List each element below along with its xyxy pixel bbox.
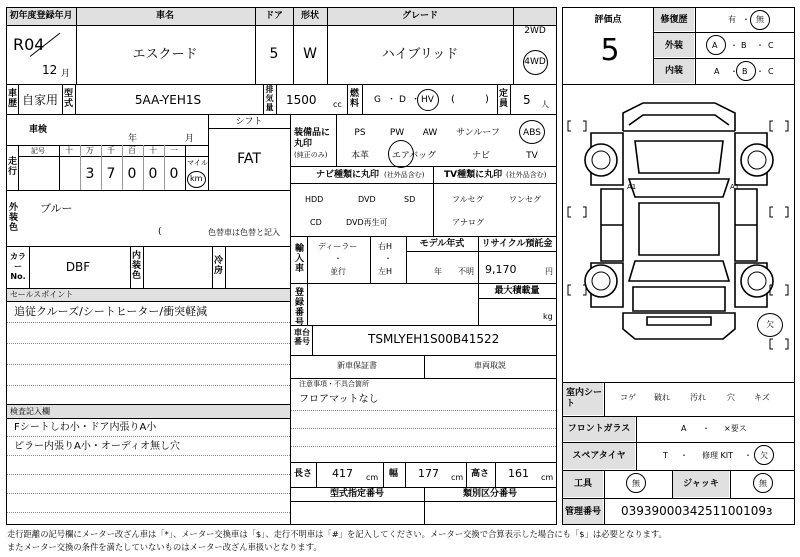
navi-dvd-play: DVD再生可 <box>346 218 388 227</box>
equip-sunroof: サンルーフ <box>456 128 500 138</box>
mgmt-value: 0393900034251100109з <box>621 504 773 518</box>
car-name-label: 車名 <box>155 11 175 21</box>
import-dot: ・ <box>334 254 342 263</box>
usage-label: 車歴 <box>7 89 17 109</box>
sales-point-text: 追従クルーズ/シートヒーター/衝突軽減 <box>14 305 208 318</box>
color-no-value: DBF <box>65 260 91 274</box>
fuel-g: G <box>374 95 381 105</box>
caution-label: 注意事項・不具合箇所 <box>299 380 369 388</box>
repair-no: 無 <box>756 15 764 24</box>
repair-history-label: 修復歴 <box>660 15 688 25</box>
exterior-b: B <box>741 41 747 50</box>
interior-dot1: ・ <box>730 67 738 76</box>
diagram-scratch: 欠 <box>766 320 774 329</box>
color-note: 色替車は色替と記入 <box>208 228 280 237</box>
spare-dot2: ・ <box>744 451 752 460</box>
equip-pw: PW <box>389 128 405 138</box>
jack-label: ジャッキ <box>683 479 719 489</box>
mileage-col-6: 一 <box>170 146 178 155</box>
model-year-unknown: 不明 <box>458 267 474 276</box>
warranty-label: 新車保証書 <box>337 361 377 370</box>
inspection-month-unit: 月 <box>185 134 195 144</box>
mileage-digit-5: 0 <box>169 166 179 182</box>
navi-hdd: HDD <box>305 195 324 204</box>
footer-line1: 走行距離の記号欄にメーター改ざん車は「*」、メーター交換車は「$」、走行不明車は「#」を記入してください。メーター交換で合算表示した場合にも「$」は必要となります。 <box>7 529 667 539</box>
inspector-notes-line2: ピラー内張りA小・オーディオ無し穴 <box>14 441 181 452</box>
rating-label: 評価点 <box>594 15 622 25</box>
navi-label: ナビ種類に丸印 <box>316 170 380 180</box>
type-designation-label: 型式指定番号 <box>329 489 385 499</box>
mileage-col-1: 十 <box>65 146 73 155</box>
ac-label: 冷房 <box>213 256 223 276</box>
inspector-notes-line1: Fシートしわ小・ドア内張りA小 <box>14 422 157 433</box>
recycle-value: 9,170 <box>485 263 517 276</box>
dim-hgt-unit: cm <box>541 473 554 482</box>
spare-label: スペアタイヤ <box>572 451 626 461</box>
mileage-digit-1: 3 <box>85 166 95 182</box>
equip-airbag: エアバッグ <box>391 151 437 161</box>
car-damage-diagram <box>563 85 795 382</box>
tools-value: 無 <box>632 479 640 488</box>
car-name-value: エスクード <box>132 47 198 62</box>
shift-label: シフト <box>235 117 263 127</box>
dim-hgt-label: 高さ <box>471 469 490 479</box>
rating-value: 5 <box>600 33 620 68</box>
fuel-label: 燃料 <box>349 89 359 109</box>
repair-dot: ・ <box>742 15 750 24</box>
equip-ps: PS <box>354 128 366 138</box>
mgmt-label: 管理番号 <box>564 507 602 517</box>
dim-wid-value: 177 <box>418 467 439 480</box>
tv-oneseg: ワンセグ <box>509 195 541 204</box>
drive-4wd: 4WD <box>524 57 546 67</box>
spare-dot: ・ <box>680 451 688 460</box>
navi-sd: SD <box>404 195 416 204</box>
inspection-year-unit: 年 <box>128 134 138 144</box>
dim-wid-unit: cm <box>451 473 464 482</box>
mileage-col-2: 万 <box>86 146 94 155</box>
mid-divider <box>290 114 291 525</box>
exterior-c: C <box>768 41 774 50</box>
fuel-dot2: ・ <box>411 95 421 105</box>
tv-sub: (社外品含む) <box>506 171 547 179</box>
glass-needs: ×要ス <box>724 424 747 433</box>
shape-label: 形状 <box>300 11 320 21</box>
mileage-digit-2: 7 <box>106 166 116 182</box>
footer-line2: またメーター交換の条件を満たしていないものはメーター改ざん車扱いとなります。 <box>7 542 322 552</box>
color-value: ブルー <box>40 202 73 215</box>
capacity-unit: 人 <box>541 100 549 109</box>
exterior-a: A <box>712 41 718 50</box>
grade-value: ハイブリッド <box>381 47 459 62</box>
equip-abs: ABS <box>523 128 541 138</box>
color-label: 外装色 <box>8 203 18 233</box>
equipment-sub: (純正のみ) <box>294 151 328 159</box>
shift-value: FAT <box>237 151 261 167</box>
mileage-label: 走行 <box>7 157 17 177</box>
model-label: 型式 <box>63 89 73 109</box>
equip-aw: AW <box>422 128 438 138</box>
displacement-unit: cc <box>333 100 342 109</box>
interior-dot2: ・ <box>756 67 764 76</box>
import-left: 左H <box>378 267 393 276</box>
tv-analog: アナログ <box>452 218 484 227</box>
jack-value: 無 <box>759 479 767 488</box>
fuel-dot1: ・ <box>387 95 397 105</box>
dim-len-unit: cm <box>366 473 379 482</box>
interior-label: 内装 <box>664 66 684 76</box>
navi-cd: CD <box>310 218 322 227</box>
year-era: R04 <box>13 35 45 54</box>
navi-sub: (社外品含む) <box>384 171 425 179</box>
interior-color-label: 内装色 <box>131 251 141 281</box>
inspection-label: 車検 <box>28 125 48 135</box>
dim-hgt-value: 161 <box>508 467 529 480</box>
spare-kit: 修理 KIT <box>702 451 734 460</box>
exterior-label: 外装 <box>664 41 684 51</box>
usage-value: 自家用 <box>21 93 59 107</box>
import-dot2: ・ <box>384 254 392 263</box>
seat-kizu: キズ <box>754 393 770 402</box>
glass-dot: ・ <box>702 424 710 433</box>
seat-yogore: 汚れ <box>690 393 706 402</box>
exterior-dot1: ・ <box>730 41 738 50</box>
max-load-unit: kg <box>543 312 553 321</box>
model-year-unit: 年 <box>434 267 442 276</box>
import-dealer: ディーラー <box>318 242 358 251</box>
model-year-label: モデル年式 <box>419 239 465 249</box>
chassis-value: TSMLYEH1S00B41522 <box>368 332 500 346</box>
caution-text: フロアマットなし <box>299 394 379 405</box>
diagram-a1-left: A1 <box>627 183 637 191</box>
glass-label: フロントガラス <box>567 424 631 434</box>
navi-dvd: DVD <box>358 195 376 204</box>
year-month: 12 <box>42 63 58 77</box>
grade-label: グレード <box>401 11 439 21</box>
doors-label: ドア <box>265 11 283 21</box>
mileage-unit-mile: マイル <box>187 159 208 167</box>
seat-label: 室内シート <box>566 388 603 409</box>
mileage-col-3: 千 <box>107 146 115 155</box>
tv-fullseg: フルセグ <box>452 195 484 204</box>
dim-wid-label: 幅 <box>389 469 399 479</box>
tools-label: 工具 <box>573 479 593 489</box>
max-load-label: 最大積載量 <box>494 286 540 296</box>
year-label: 初年度登録年月 <box>9 11 73 21</box>
mileage-col-4: 百 <box>128 146 136 155</box>
seat-ana: 穴 <box>727 393 735 402</box>
fuel-hv: HV <box>421 95 434 105</box>
fuel-paren-close: ) <box>485 94 489 105</box>
shape-value: W <box>303 46 317 62</box>
year-month-unit: 月 <box>61 69 71 79</box>
glass-a: A <box>681 424 687 433</box>
mileage-kigou: 記号 <box>31 147 45 155</box>
recycle-unit: 円 <box>545 267 553 276</box>
interior-c: C <box>768 67 774 76</box>
fuel-paren-open: ( <box>451 94 455 105</box>
equipment-label: 装備品に丸印 <box>294 128 331 149</box>
interior-a: A <box>714 67 720 76</box>
dim-len-label: 長さ <box>294 469 313 479</box>
displacement-value: 1500 <box>286 93 317 107</box>
reg-number-label: 登録番号 <box>294 288 304 328</box>
mileage-digit-4: 0 <box>148 166 158 182</box>
seat-yabure: 破れ <box>654 393 670 402</box>
mileage-col-5: 十 <box>149 146 157 155</box>
color-no-label: カラーNo. <box>10 252 26 281</box>
spare-t: T <box>663 451 668 460</box>
recycle-label: リサイクル預託金 <box>481 239 553 249</box>
inspector-notes-label: 検査記入欄 <box>10 407 50 416</box>
color-note-open: ( <box>158 227 162 237</box>
manual-label: 車両取説 <box>474 361 506 370</box>
interior-b: B <box>742 67 748 76</box>
mileage-digit-3: 0 <box>127 166 137 182</box>
capacity-label: 定員 <box>498 89 508 109</box>
drive-2wd: 2WD <box>524 26 546 36</box>
seat-koge: コゲ <box>620 393 636 402</box>
equip-leather: 本革 <box>350 151 370 161</box>
doors-value: 5 <box>269 46 279 62</box>
model-value: 5AA-YEH1S <box>134 93 202 107</box>
repair-yes: 有 <box>728 15 736 24</box>
capacity-value: 5 <box>523 93 531 107</box>
exterior-dot2: ・ <box>756 41 764 50</box>
dim-len-value: 417 <box>332 467 353 480</box>
spare-none: 欠 <box>760 451 768 460</box>
diagram-a1-right: A1 <box>730 183 740 191</box>
fuel-d: D <box>399 95 406 105</box>
import-label: 輸入車 <box>294 244 304 274</box>
tv-label: TV種類に丸印 <box>444 170 503 180</box>
category-label: 類別区分番号 <box>462 489 518 499</box>
equip-navi: ナビ <box>471 151 491 161</box>
sales-point-label: セールスポイント <box>10 290 74 299</box>
mileage-unit-km: km <box>190 174 203 183</box>
import-heikou: 並行 <box>330 267 346 276</box>
chassis-label: 車台番号 <box>294 328 310 346</box>
displacement-label: 排気量 <box>265 85 274 112</box>
equip-tv: TV <box>526 151 538 161</box>
import-right: 右H <box>378 242 393 251</box>
